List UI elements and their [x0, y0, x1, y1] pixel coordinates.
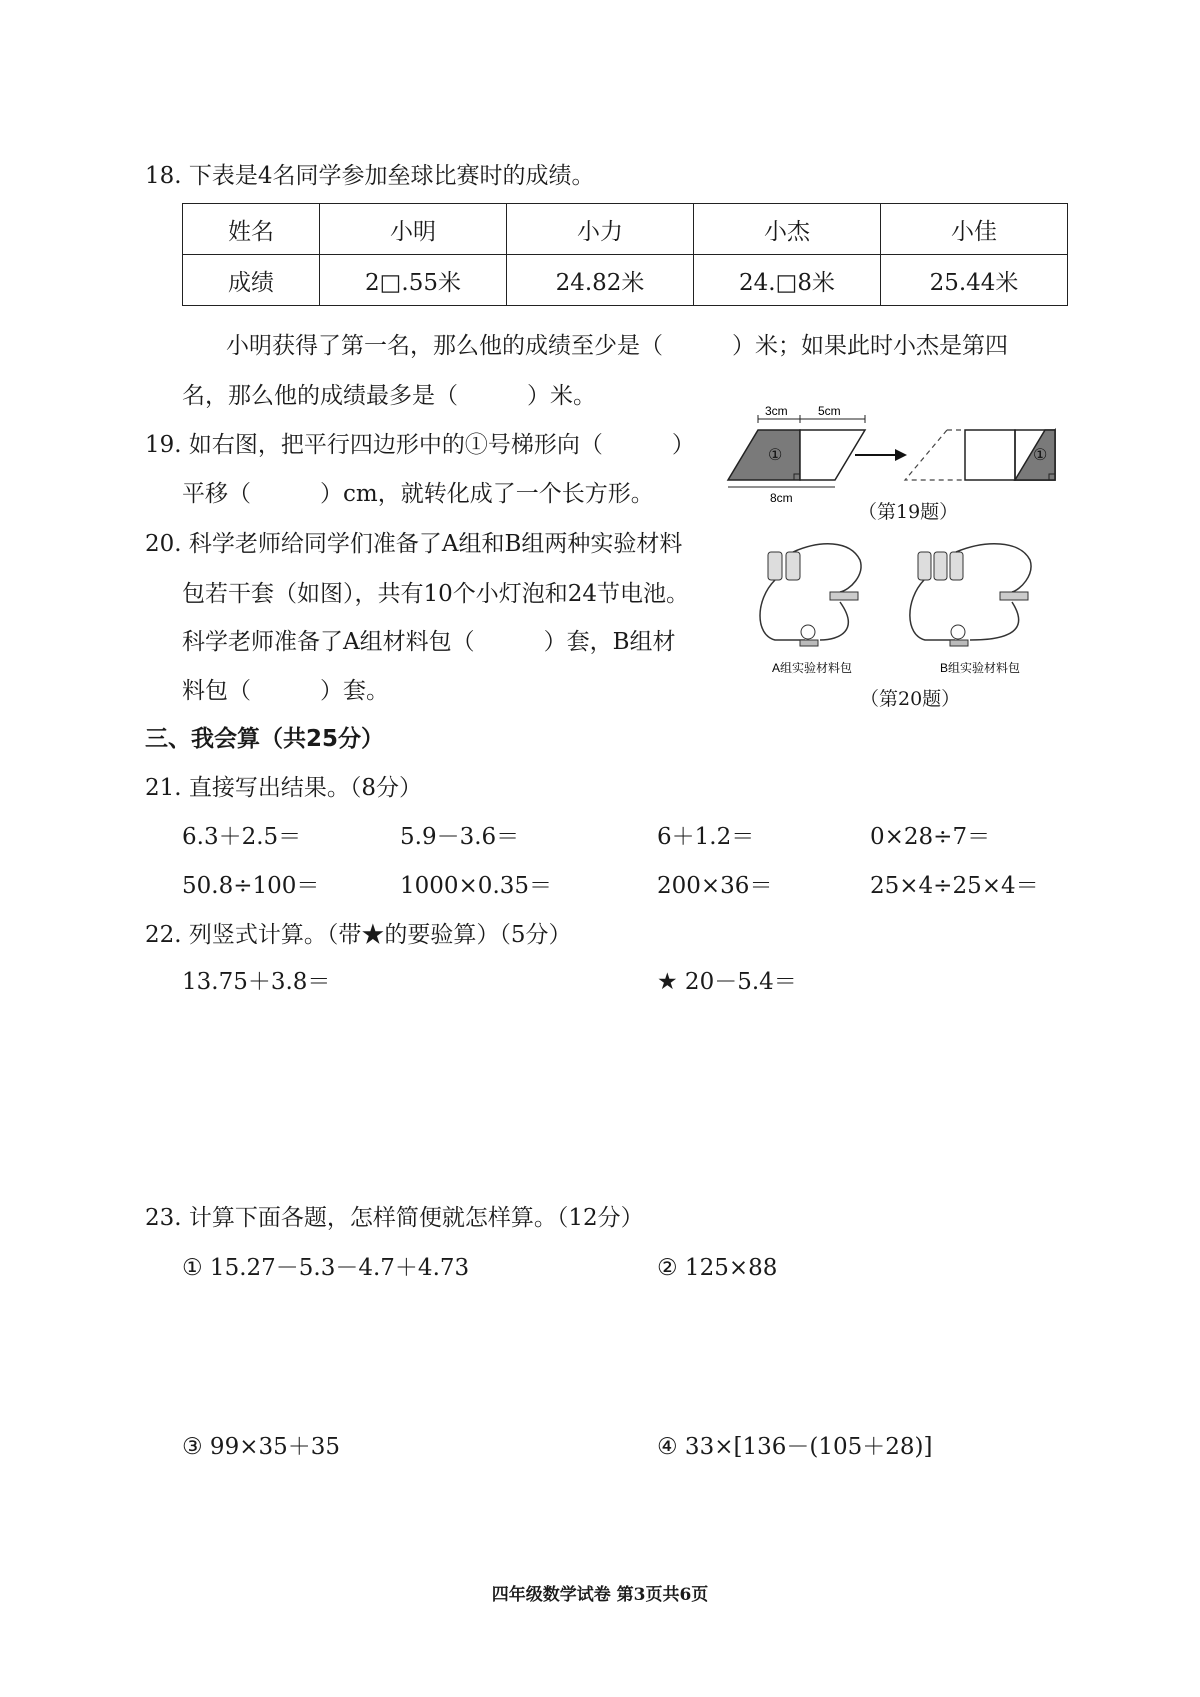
q20-line3: 科学老师准备了A组材料包（ ）套，B组材 — [182, 629, 676, 655]
q19-caption: （第19题） — [858, 501, 959, 523]
q23-item: ① 15.27－5.3－4.7＋4.73 — [182, 1255, 470, 1281]
section-3-heading: 三、我会算（共25分） — [145, 726, 385, 752]
q21-item: 0×28÷7＝ — [870, 824, 991, 850]
table-cell: 小明 — [320, 204, 507, 255]
circuit-figure — [750, 540, 1070, 680]
q21-item: 200×36＝ — [657, 873, 773, 899]
table-cell: 姓名 — [183, 204, 320, 255]
kit-b-label: B组实验材料包 — [940, 661, 1021, 675]
dim-label-8cm: 8cm — [770, 491, 793, 505]
page-footer: 四年级数学试卷 第3页共6页 — [491, 1585, 709, 1605]
dim-label-5cm: 5cm — [818, 405, 841, 418]
table-cell: 小佳 — [881, 204, 1068, 255]
q21-item: 50.8÷100＝ — [182, 873, 320, 899]
q23-item: ③ 99×35＋35 — [182, 1434, 341, 1460]
table-cell: 25.44米 — [881, 255, 1068, 306]
q22-item: 13.75＋3.8＝ — [182, 969, 331, 995]
q21-item: 1000×0.35＝ — [400, 873, 553, 899]
table-cell: 24.□8米 — [694, 255, 881, 306]
table-row — [183, 255, 1068, 306]
q20-caption: （第20题） — [860, 688, 961, 710]
parallelogram-figure — [725, 405, 1070, 505]
circle-label: ① — [768, 445, 783, 464]
dim-label-3cm: 3cm — [765, 405, 788, 418]
q22-item: ★ 20－5.4＝ — [657, 969, 797, 995]
q21-item: 6.3＋2.5＝ — [182, 824, 302, 850]
kit-b-illustration — [910, 544, 1031, 675]
q23-stem: 23. 计算下面各题，怎样简便就怎样算。（12分） — [145, 1205, 644, 1231]
q21-item: 5.9－3.6＝ — [400, 824, 520, 850]
q20-line2: 包若干套（如图），共有10个小灯泡和24节电池。 — [182, 581, 690, 607]
svg-text:①: ① — [1033, 445, 1048, 464]
q18-line2: 名，那么他的成绩最多是（ ）米。 — [182, 383, 596, 409]
q19-line1: 19. 如右图，把平行四边形中的①号梯形向（ ） — [145, 432, 695, 458]
table-cell: 成绩 — [183, 255, 320, 306]
q21-item: 25×4÷25×4＝ — [870, 873, 1039, 899]
q21-item: 6＋1.2＝ — [657, 824, 755, 850]
table-cell: 小杰 — [694, 204, 881, 255]
q20-line1: 20. 科学老师给同学们准备了A组和B组两种实验材料 — [145, 531, 683, 557]
q20-line4: 料包（ ）套。 — [182, 678, 389, 704]
q23-item: ④ 33×[136－(105＋28)] — [657, 1434, 933, 1460]
q18-line1: 小明获得了第一名，那么他的成绩至少是（ ）米；如果此时小杰是第四 — [226, 333, 1008, 359]
table-cell: 2□.55米 — [320, 255, 507, 306]
kit-a-illustration — [760, 544, 861, 675]
q23-item: ② 125×88 — [657, 1255, 778, 1281]
table-cell: 小力 — [507, 204, 694, 255]
table-cell: 24.82米 — [507, 255, 694, 306]
shaded-trapezoid — [728, 430, 800, 480]
q22-stem: 22. 列竖式计算。（带★的要验算）（5分） — [145, 922, 572, 948]
q19-line2: 平移（ ）cm，就转化成了一个长方形。 — [182, 481, 654, 507]
kit-a-label: A组实验材料包 — [772, 661, 853, 675]
q18-stem: 18. 下表是4名同学参加垒球比赛时的成绩。 — [145, 163, 595, 189]
table-row — [183, 204, 1068, 255]
q21-stem: 21. 直接写出结果。（8分） — [145, 775, 423, 801]
score-table — [182, 203, 1068, 306]
